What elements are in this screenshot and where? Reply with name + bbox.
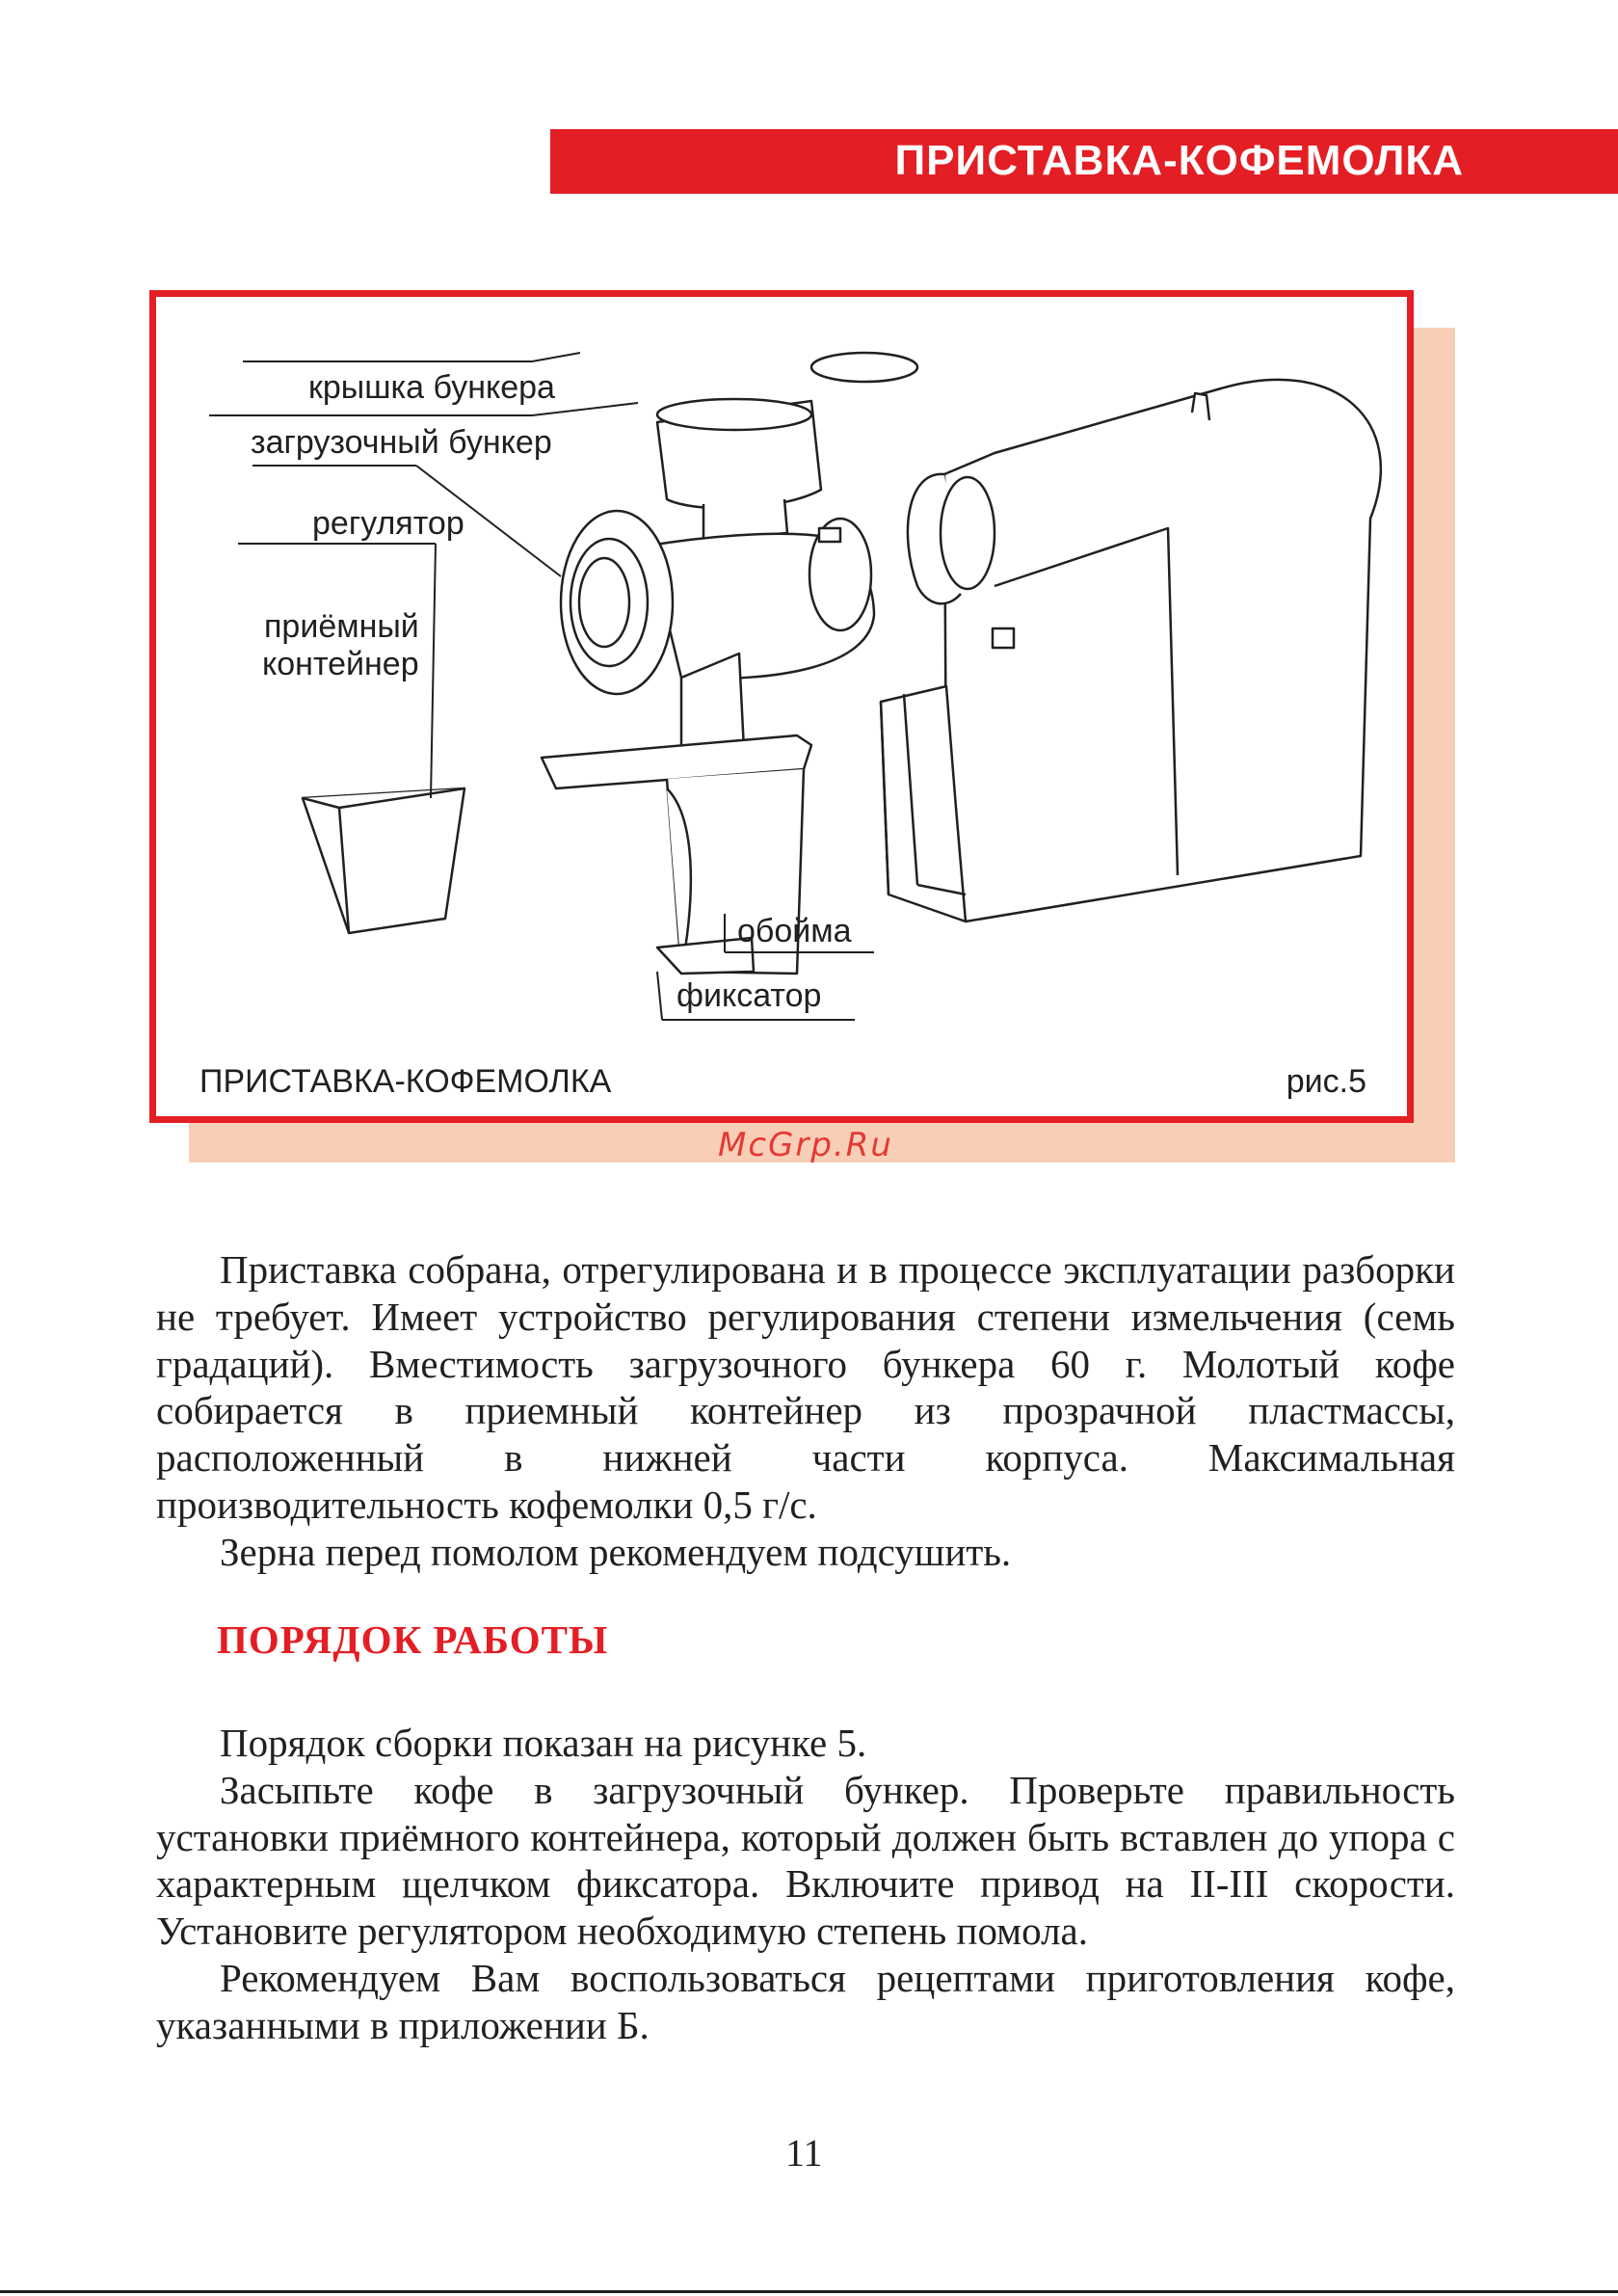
bottom-divider (0, 2290, 1618, 2293)
assembly-paragraph: Порядок сборки показан на рисунке 5. (220, 1721, 867, 1765)
operation-paragraph: Засыпьте кофе в загрузочный бункер. Проверьте правильность установки приёмного контейнера, который должен быть вставлен до упора с характерным щелчком фиксатора. Включите привод на II-III скорости. Установите регулятором необходимую степень помола. (156, 1767, 1455, 1954)
description-paragraph: Приставка собрана, отрегулирована и в процессе эксплуатации разборки не требует. Имеет устройство регулирования степени измельчения (семь градаций). Вместимость загрузочного бункера 60 г. Молотый кофе собирается в приемный контейнер из прозрачной пластмассы, расположенный в нижней части корпуса. Максимальная производительность кофемолки 0,5 г/с. (156, 1247, 1455, 1527)
header-bar (550, 129, 1618, 194)
label-regulator: регулятор (312, 505, 464, 542)
section-title: ПОРЯДОК РАБОТЫ (217, 1617, 609, 1662)
figure-caption: ПРИСТАВКА-КОФЕМОЛКА (199, 1063, 612, 1100)
instructions-block (156, 1720, 1455, 2049)
coffee-grinder-illustration (156, 297, 1407, 1116)
figure-frame (149, 290, 1414, 1123)
description-block (156, 1246, 1455, 1576)
figure-number: рис.5 (1286, 1063, 1366, 1100)
watermark: McGrp.Ru (718, 1126, 893, 1164)
page-number: 11 (785, 2131, 823, 2175)
label-holder: обойма (737, 913, 852, 949)
label-container-line2: контейнер (262, 646, 419, 682)
label-lid: крышка бункера (308, 369, 555, 406)
header-title: ПРИСТАВКА-КОФЕМОЛКА (894, 137, 1464, 184)
label-latch: фиксатор (676, 977, 822, 1014)
drying-note: Зерна перед помолом рекомендуем подсушить. (220, 1529, 1012, 1574)
recipes-paragraph: Рекомендуем Вам воспользоваться рецептами приготовления кофе, указанными в приложении Б. (156, 1955, 1455, 2047)
label-container-line1: приёмный (264, 608, 419, 645)
label-hopper: загрузочный бункер (251, 424, 552, 461)
